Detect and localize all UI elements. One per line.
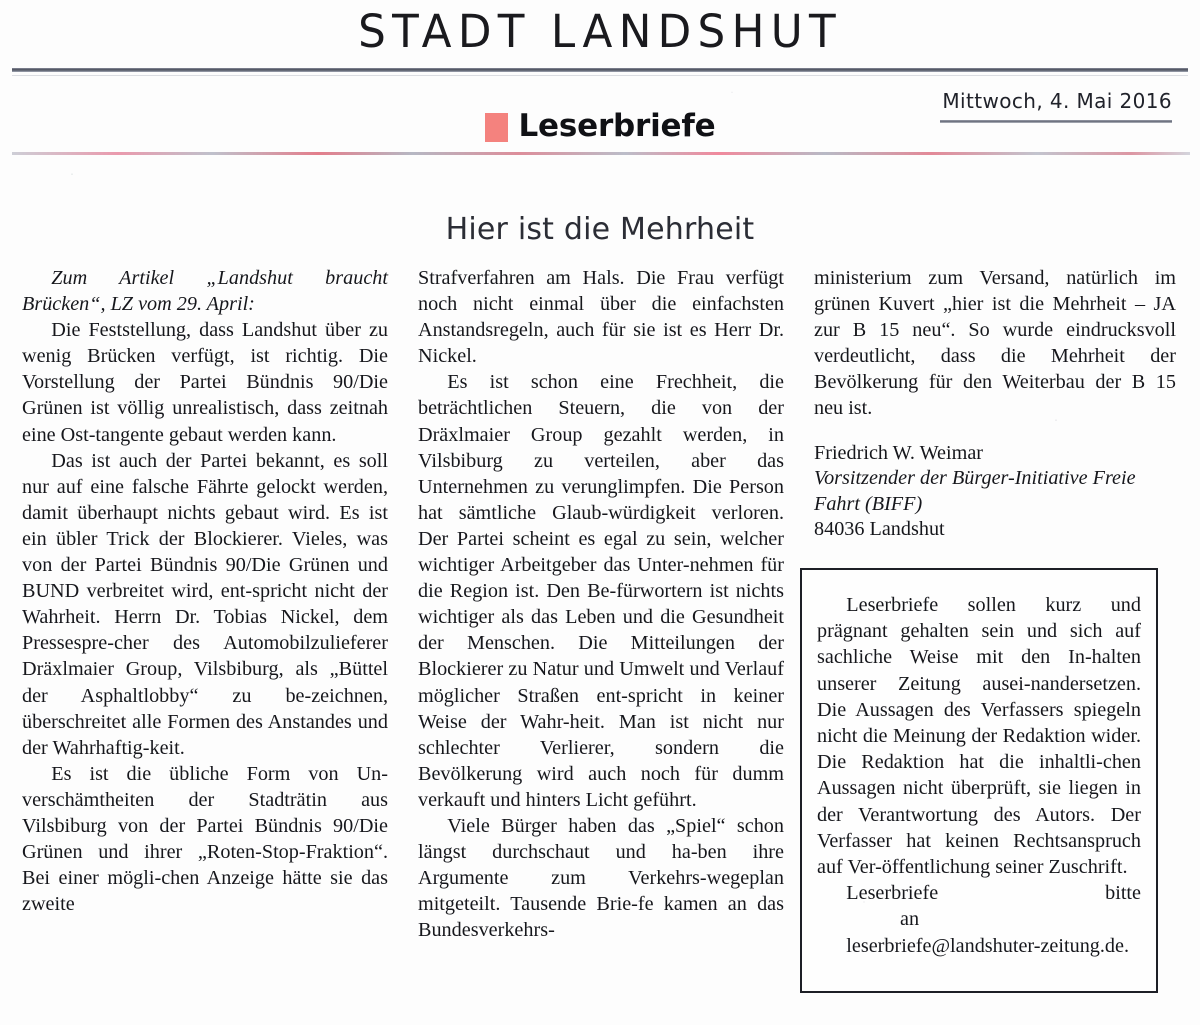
disclaimer-content: [802, 570, 1156, 969]
article-paragraph: Das ist auch der Partei bekannt, es soll nur auf eine falsche Fährte gelockt werden, damit überhaupt nichts gebaut wird. Es ist ein übler Trick der Blockierer. Vieles, was von der Partei Bündnis 90/Die Grünen und BUND verbreitet wird, ent-spricht nicht der Wahrheit. Herrn Dr. Tobias Nickel, dem Pressespre-cher des Automobilzulieferer Dräxlmaier Group, Vilsbiburg, als „Büttel der Asphaltlobby“ zu be-zeichnen, überschreitet alle Formen des Anstandes und der Wahrhaftig-keit.: [22, 449, 388, 759]
section-divider-rule: [12, 152, 1190, 155]
disclaimer-submission-label: Leserbriefe: [846, 882, 939, 905]
article-paragraph: Es ist schon eine Frechheit, die beträchtlichen Steuern, die von der Dräxlmaier Group gezahlt werden, in Vilsbiburg zu verteilen, aber das Unternehmen zu verunglimpfen. Die Person hat sämtliche Glaub-würdigkeit verloren. Der Partei scheint es egal zu sein, welcher wichtiger Arbeitgeber das Unter-nehmen für die Region ist. Den Be-fürwortern ist nichts wichtiger als das Leben und die Gesundheit der Menschen. Die Mitteilungen der Blockierer zu Natur und Umwelt und Verlauf möglicher Straßen ent-spricht in keiner Weise der Wahr-heit. Man ist nicht nur schlechter Verlierer, sondern die Bevölkerung wird auch noch für dumm verkauft und hinters Licht geführt.: [418, 371, 784, 811]
article-headline: Hier ist die Mehrheit: [445, 212, 755, 247]
masthead-divider-rule: [12, 68, 1188, 72]
article-paragraph: ministerium zum Versand, natürlich im grünen Kuvert „hier ist die Mehrheit – JA zur B 15 neu“. So wurde eindrucksvoll verdeutlicht, dass die Mehrheit der Bevölkerung für den Weiterbau der B 15 neu ist.: [814, 267, 1176, 420]
masthead-title: STADT LANDSHUT: [358, 5, 842, 58]
article-column-1: [22, 265, 388, 943]
article-lead-reference: Zum Artikel „Landshut braucht Brücken“, LZ vom 29. April:: [22, 267, 388, 316]
disclaimer-submission-line: [817, 880, 1141, 932]
article-paragraph: Viele Bürger haben das „Spiel“ schon längst durchschaut und ha-ben ihre Argumente zum Verkehrs-wegeplan mitgeteilt. Tausende Brie-fe kamen an das Bundesverkehrs-: [418, 814, 784, 942]
disclaimer-email[interactable]: leserbriefe@landshuter-zeitung.de.: [846, 934, 1130, 957]
section-swatch-icon: [485, 113, 508, 142]
dateline-date: Mittwoch, 4. Mai 2016: [942, 89, 1172, 113]
article-paragraph: Strafverfahren am Hals. Die Frau verfügt noch nicht einmal über die einfachsten Anstandsregeln, auch für sie ist es Herr Dr. Nickel.: [418, 267, 784, 368]
section-title: Leserbriefe: [518, 108, 716, 144]
author-name: Friedrich W. Weimar: [814, 441, 983, 464]
article-column-2: [418, 265, 784, 943]
disclaimer-box: [800, 568, 1158, 993]
article-paragraph: Es ist die übliche Form von Un-verschämtheiten der Stadträtin aus Vilsbiburg von der Partei Bündnis 90/Die Grünen und ihrer „Roten-Stop-Fraktion“. Bei einer mögli-chen Anzeige hätte sie das zweite: [22, 762, 388, 916]
disclaimer-paragraph: Leserbriefe sollen kurz und prägnant gehalten sein und sich auf sachliche Weise mit den In-halten unserer Zeitung ausei-nandersetzen. Die Aussagen des Verfassers spiegeln nicht die Meinung der Redaktion wider. Die Redaktion hat die inhaltli-chen Aussagen nicht überprüft, sie liegen in der Verantwortung des Autors. Der Verfasser hat keinen Rechtsanspruch auf Ver-öffentlichung seiner Zuschrift.: [817, 594, 1141, 879]
author-city: 84036 Landshut: [814, 518, 945, 541]
section-header: [0, 108, 1200, 144]
masthead: [0, 5, 1200, 58]
author-role: Vorsitzender der Bürger-Initiative Freie Fahrt (BIFF): [814, 467, 1136, 515]
disclaimer-submission-mid: bitte: [1105, 882, 1142, 905]
article-paragraph: Die Feststellung, dass Landshut über zu wenig Brücken verfügt, ist richtig. Die Vorstellung der Partei Bündnis 90/Die Grünen ist völlig unrealistisch, dass zeitnah eine Ost-tangente gebaut werden kann.: [22, 319, 388, 446]
disclaimer-submission-end: an: [900, 908, 920, 931]
article-author-block: [814, 441, 1176, 543]
